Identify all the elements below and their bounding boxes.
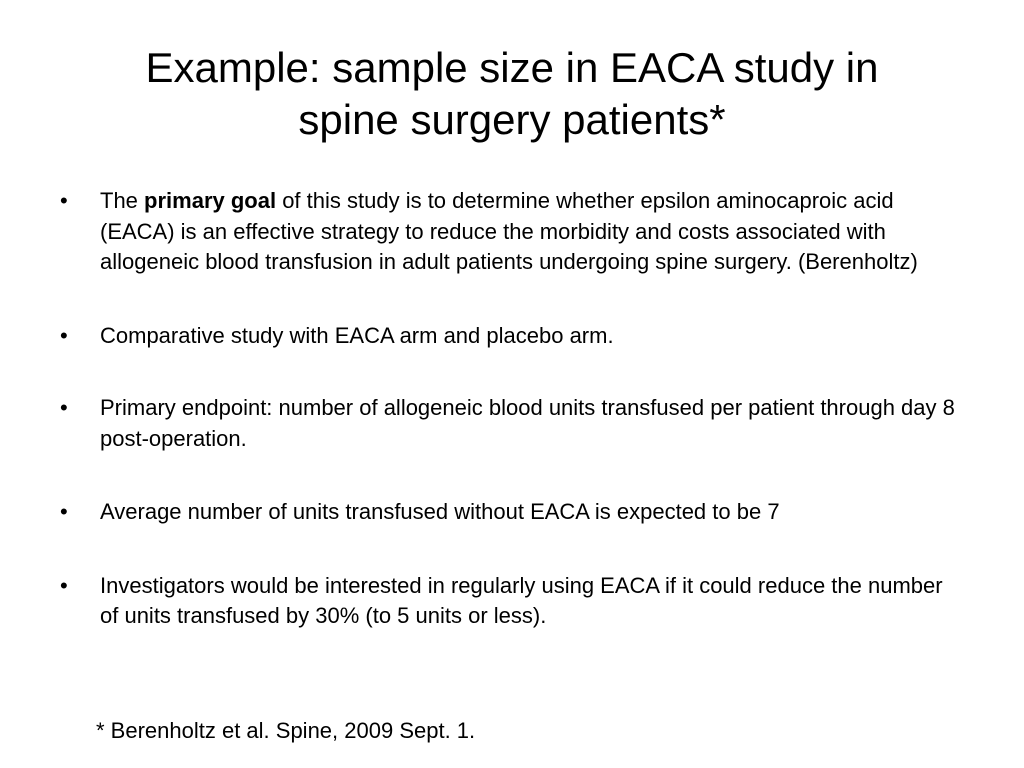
slide-title-line-1: Example: sample size in EACA study in (145, 44, 879, 91)
bullet-text: Comparative study with EACA arm and placebo arm. (100, 322, 614, 348)
bullet-dot-icon: • (60, 188, 68, 213)
bullet-dot-icon: • (60, 395, 68, 420)
bullet-text: of this study is to determine whether epsilon aminocaproic acid (EACA) is an effective strategy to reduce the morbidity and costs associated with allogeneic blood transfusion in adult patients undergoing spine surgery. (Berenholtz) (100, 188, 918, 274)
bullet-list (60, 186, 960, 632)
bullet-primary-endpoint (60, 393, 960, 454)
bullet-primary-goal (60, 186, 960, 278)
bullet-dot-icon: • (60, 322, 68, 348)
bullet-text: Average number of units transfused without EACA is expected to be 7 (100, 499, 780, 524)
slide-title-line-2: spine surgery patients* (298, 96, 726, 143)
bullet-prefix: The (100, 188, 145, 213)
bullet-average-units (60, 497, 960, 528)
bullet-dot-icon: • (60, 499, 68, 524)
footnote: * Berenholtz et al. Spine, 2009 Sept. 1. (96, 718, 476, 743)
slide-title (60, 42, 964, 146)
bullet-comparative-study (60, 321, 960, 352)
bullet-text: Primary endpoint: number of allogeneic blood units transfused per patient through day 8 post-operation. (100, 395, 955, 451)
bullet-dot-icon: • (60, 572, 68, 598)
bullet-bold-phrase: primary goal (144, 188, 277, 213)
bullet-text: Investigators would be interested in regularly using EACA if it could reduce the number of units transfused by 30% (to 5 units or less). (100, 572, 943, 628)
bullet-investigators (60, 571, 960, 632)
